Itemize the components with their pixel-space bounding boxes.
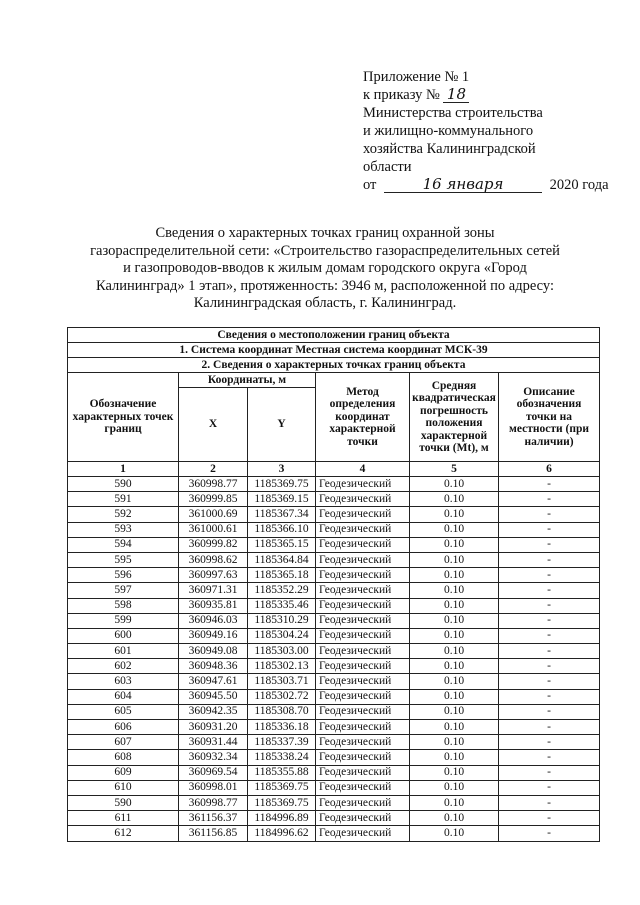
x-cell: 361000.69 [179,507,248,522]
x-cell: 360997.63 [179,568,248,583]
description-cell: - [499,674,600,689]
error-cell: 0.10 [410,659,499,674]
error-cell: 0.10 [410,689,499,704]
header-error: Средняя квадратическая погрешность положения характерной точки (Mt), м [410,373,499,462]
y-cell: 1185369.75 [248,795,316,810]
x-cell: 360932.34 [179,750,248,765]
error-cell: 0.10 [410,780,499,795]
point-cell: 594 [68,537,179,552]
description-cell: - [499,583,600,598]
order-number-handwritten: 18 [443,87,469,103]
point-cell: 595 [68,552,179,567]
table-row [68,659,600,674]
heading-line: Калининградская область, г. Калининград. [193,295,457,312]
x-cell: 360931.20 [179,720,248,735]
column-number: 4 [316,462,410,477]
x-cell: 361156.85 [179,826,248,841]
document-heading [60,225,590,313]
coordinates-table [67,327,600,842]
description-cell: - [499,507,600,522]
error-cell: 0.10 [410,568,499,583]
table-row [68,644,600,659]
y-cell: 1185302.13 [248,659,316,674]
error-cell: 0.10 [410,507,499,522]
y-cell: 1185303.71 [248,674,316,689]
description-cell: - [499,704,600,719]
order-prefix: к приказу № [363,87,440,103]
point-cell: 591 [68,492,179,507]
method-cell: Геодезический [316,674,410,689]
y-cell: 1185367.34 [248,507,316,522]
point-cell: 604 [68,689,179,704]
y-cell: 1185304.24 [248,628,316,643]
method-cell: Геодезический [316,780,410,795]
error-cell: 0.10 [410,613,499,628]
table-coordinate-system: 1. Система координат Местная система координат МСК-39 [68,343,600,358]
description-cell: - [499,568,600,583]
x-cell: 360948.36 [179,659,248,674]
header-y: Y [248,388,316,462]
y-cell: 1185365.18 [248,568,316,583]
method-cell: Геодезический [316,568,410,583]
error-cell: 0.10 [410,826,499,841]
method-cell: Геодезический [316,795,410,810]
header-method: Метод определения координат характерной точки [316,373,410,462]
table-row [68,477,600,492]
y-cell: 1185352.29 [248,583,316,598]
table-row [68,507,600,522]
appendix-ministry-2: и жилищно-коммунального [363,123,534,139]
point-cell: 611 [68,811,179,826]
point-cell: 596 [68,568,179,583]
error-cell: 0.10 [410,598,499,613]
error-cell: 0.10 [410,735,499,750]
error-cell: 0.10 [410,674,499,689]
table-points-title: 2. Сведения о характерных точках границ объекта [68,358,600,373]
method-cell: Геодезический [316,477,410,492]
heading-line: газораспределительной сети: «Строительство газораспределительных сетей [90,242,560,259]
description-cell: - [499,522,600,537]
appendix-ministry-4: области [363,159,412,175]
x-cell: 360998.01 [179,780,248,795]
error-cell: 0.10 [410,628,499,643]
date-handwritten: 16 января [384,177,542,193]
x-cell: 360998.62 [179,552,248,567]
y-cell: 1185337.39 [248,735,316,750]
appendix-ministry-3: хозяйства Калининградской [363,141,536,157]
method-cell: Геодезический [316,659,410,674]
table-row [68,765,600,780]
appendix-block [363,68,609,194]
method-cell: Геодезический [316,689,410,704]
method-cell: Геодезический [316,628,410,643]
error-cell: 0.10 [410,522,499,537]
table-body [68,477,600,842]
x-cell: 360999.82 [179,537,248,552]
x-cell: 360998.77 [179,477,248,492]
table-row [68,704,600,719]
y-cell: 1185338.24 [248,750,316,765]
error-cell: 0.10 [410,795,499,810]
table-row [68,720,600,735]
point-cell: 608 [68,750,179,765]
header-coordinates: Координаты, м [179,373,316,388]
point-cell: 590 [68,795,179,810]
table-row [68,780,600,795]
table-row [68,598,600,613]
description-cell: - [499,720,600,735]
table-row [68,613,600,628]
x-cell: 360945.50 [179,689,248,704]
description-cell: - [499,826,600,841]
x-cell: 361000.61 [179,522,248,537]
y-cell: 1185364.84 [248,552,316,567]
description-cell: - [499,750,600,765]
x-cell: 360947.61 [179,674,248,689]
description-cell: - [499,492,600,507]
table-row [68,674,600,689]
description-cell: - [499,552,600,567]
point-cell: 601 [68,644,179,659]
point-cell: 610 [68,780,179,795]
table-row [68,492,600,507]
point-cell: 599 [68,613,179,628]
table-row [68,811,600,826]
table-row [68,735,600,750]
x-cell: 360969.54 [179,765,248,780]
y-cell: 1185336.18 [248,720,316,735]
description-cell: - [499,780,600,795]
y-cell: 1185308.70 [248,704,316,719]
heading-line: и газопроводов-вводов к жилым домам городского округа «Город [123,260,527,277]
error-cell: 0.10 [410,644,499,659]
description-cell: - [499,598,600,613]
table-row [68,628,600,643]
column-number: 5 [410,462,499,477]
y-cell: 1185365.15 [248,537,316,552]
description-cell: - [499,477,600,492]
y-cell: 1185369.75 [248,477,316,492]
point-cell: 602 [68,659,179,674]
table-row [68,750,600,765]
method-cell: Геодезический [316,765,410,780]
description-cell: - [499,795,600,810]
table-row [68,537,600,552]
point-cell: 605 [68,704,179,719]
description-cell: - [499,811,600,826]
y-cell: 1185355.88 [248,765,316,780]
y-cell: 1185310.29 [248,613,316,628]
description-cell: - [499,659,600,674]
description-cell: - [499,628,600,643]
method-cell: Геодезический [316,735,410,750]
header-x: X [179,388,248,462]
y-cell: 1185369.75 [248,780,316,795]
description-cell: - [499,613,600,628]
point-cell: 598 [68,598,179,613]
description-cell: - [499,735,600,750]
table-row [68,795,600,810]
point-cell: 609 [68,765,179,780]
method-cell: Геодезический [316,537,410,552]
method-cell: Геодезический [316,704,410,719]
y-cell: 1185303.00 [248,644,316,659]
table-row [68,826,600,841]
method-cell: Геодезический [316,811,410,826]
method-cell: Геодезический [316,826,410,841]
table-row [68,522,600,537]
method-cell: Геодезический [316,644,410,659]
method-cell: Геодезический [316,492,410,507]
error-cell: 0.10 [410,552,499,567]
y-cell: 1184996.89 [248,811,316,826]
heading-line: Сведения о характерных точках границ охранной зоны [155,225,495,241]
table-row [68,568,600,583]
x-cell: 360998.77 [179,795,248,810]
error-cell: 0.10 [410,477,499,492]
y-cell: 1185335.46 [248,598,316,613]
date-suffix: 2020 года [549,177,609,193]
y-cell: 1185366.10 [248,522,316,537]
method-cell: Геодезический [316,720,410,735]
appendix-date-line [363,175,609,194]
point-cell: 607 [68,735,179,750]
x-cell: 360935.81 [179,598,248,613]
error-cell: 0.10 [410,537,499,552]
description-cell: - [499,644,600,659]
x-cell: 360946.03 [179,613,248,628]
error-cell: 0.10 [410,750,499,765]
error-cell: 0.10 [410,583,499,598]
point-cell: 603 [68,674,179,689]
point-cell: 590 [68,477,179,492]
point-cell: 597 [68,583,179,598]
description-cell: - [499,537,600,552]
header-point: Обозначение характерных точек границ [68,373,179,462]
column-number-row [68,462,600,477]
column-number: 3 [248,462,316,477]
date-prefix: от [363,177,377,193]
point-cell: 592 [68,507,179,522]
error-cell: 0.10 [410,765,499,780]
column-number: 2 [179,462,248,477]
y-cell: 1185302.72 [248,689,316,704]
appendix-order-line [363,86,603,104]
point-cell: 606 [68,720,179,735]
error-cell: 0.10 [410,704,499,719]
x-cell: 360949.08 [179,644,248,659]
column-number: 6 [499,462,600,477]
x-cell: 361156.37 [179,811,248,826]
description-cell: - [499,765,600,780]
method-cell: Геодезический [316,507,410,522]
error-cell: 0.10 [410,720,499,735]
header-description: Описание обозначения точки на местности (при наличии) [499,373,600,462]
y-cell: 1185369.15 [248,492,316,507]
x-cell: 360971.31 [179,583,248,598]
point-cell: 612 [68,826,179,841]
table-section-title: Сведения о местоположении границ объекта [68,328,600,343]
table-row [68,689,600,704]
method-cell: Геодезический [316,598,410,613]
method-cell: Геодезический [316,552,410,567]
method-cell: Геодезический [316,750,410,765]
heading-line: Калининград» 1 этап», протяженность: 3946 м, расположенной по адресу: [96,277,554,294]
y-cell: 1184996.62 [248,826,316,841]
x-cell: 360931.44 [179,735,248,750]
method-cell: Геодезический [316,583,410,598]
error-cell: 0.10 [410,811,499,826]
x-cell: 360949.16 [179,628,248,643]
column-number: 1 [68,462,179,477]
description-cell: - [499,689,600,704]
method-cell: Геодезический [316,522,410,537]
point-cell: 600 [68,628,179,643]
table-row [68,552,600,567]
x-cell: 360942.35 [179,704,248,719]
error-cell: 0.10 [410,492,499,507]
appendix-ministry-1: Министерства строительства [363,105,543,121]
table-row [68,583,600,598]
x-cell: 360999.85 [179,492,248,507]
appendix-title: Приложение № 1 [363,69,470,85]
point-cell: 593 [68,522,179,537]
method-cell: Геодезический [316,613,410,628]
